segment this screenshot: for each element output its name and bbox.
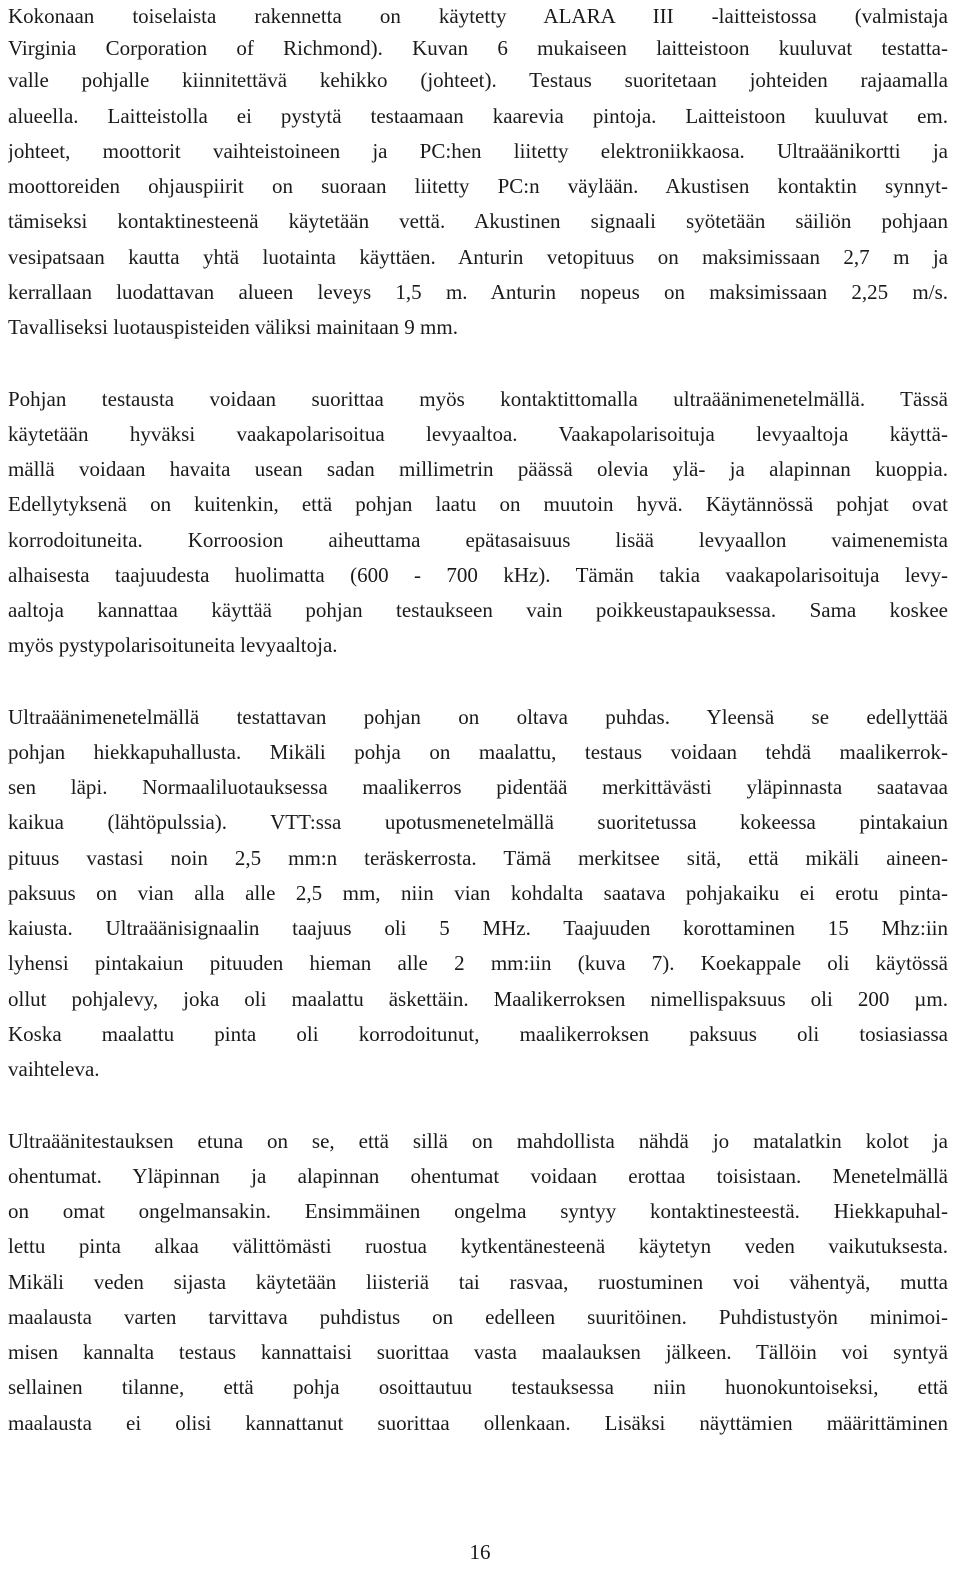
text-line: alueella. Laitteistolla ei pystytä testaamaan kaarevia pintoja. Laitteistoon kuuluvat em. xyxy=(8,104,948,128)
text-line: alhaisesta taajuudesta huolimatta (600 - 700 kHz). Tämän takia vaakapolarisoituja levy- xyxy=(8,563,948,587)
page-number: 16 xyxy=(469,1540,491,1564)
text-line: Edellytyksenä on kuitenkin, että pohjan laatu on muutoin hyvä. Käytännössä pohjat ovat xyxy=(8,492,948,516)
text-line: Mikäli veden sijasta käytetään liisteriä tai rasvaa, ruostuminen voi vähentyä, mutta xyxy=(8,1270,948,1294)
text-line: käytetään hyväksi vaakapolarisoitua levyaaltoa. Vaakapolarisoituja levyaaltoja käyttä- xyxy=(8,422,948,446)
text-line: aaltoja kannattaa käyttää pohjan testaukseen vain poikkeustapauksessa. Sama koskee xyxy=(8,598,948,622)
text-line: ollut pohjalevy, joka oli maalattu äskettäin. Maalikerroksen nimellispaksuus oli 200 µm. xyxy=(8,987,948,1011)
text-line: on omat ongelmansakin. Ensimmäinen ongelma syntyy kontaktinesteestä. Hiekkapuhal- xyxy=(8,1199,948,1223)
text-line: Virginia Corporation of Richmond). Kuvan 6 mukaiseen laitteistoon kuuluvat testatta- xyxy=(8,36,948,60)
text-line: johteet, moottorit vaihteistoineen ja PC:hen liitetty elektroniikkaosa. Ultraäänikortti ja xyxy=(8,139,948,163)
text-line: Ultraäänitestauksen etuna on se, että sillä on mahdollista nähdä jo matalatkin kolot ja xyxy=(8,1129,948,1153)
text-line: valle pohjalle kiinnitettävä kehikko (johteet). Testaus suoritetaan johteiden rajaamalla xyxy=(8,68,948,92)
text-line: paksuus on vian alla alle 2,5 mm, niin vian kohdalta saatava pohjakaiku ei erotu pinta- xyxy=(8,881,948,905)
text-line: maalausta ei olisi kannattanut suorittaa ollenkaan. Lisäksi näyttämien määrittäminen xyxy=(8,1411,948,1435)
text-line: korrodoituneita. Korroosion aiheuttama epätasaisuus lisää levyaallon vaimenemista xyxy=(8,528,948,552)
text-line: sellainen tilanne, että pohja osoittautuu testauksessa niin huonokuntoiseksi, että xyxy=(8,1375,948,1399)
text-line: Kokonaan toiselaista rakennetta on käytetty ALARA III -laitteistossa (valmistaja xyxy=(8,4,948,28)
text-line: Tavalliseksi luotauspisteiden väliksi mainitaan 9 mm. xyxy=(8,315,458,339)
text-line: lettu pinta alkaa välittömästi ruostua kytkentänesteenä käytetyn veden vaikutuksesta. xyxy=(8,1234,948,1258)
text-line: ohentumat. Yläpinnan ja alapinnan ohentumat voidaan erottaa toisistaan. Menetelmällä xyxy=(8,1164,948,1188)
text-line: Pohjan testausta voidaan suorittaa myös kontaktittomalla ultraäänimenetelmällä. Tässä xyxy=(8,387,948,411)
text-line: myös pystypolarisoituneita levyaaltoja. xyxy=(8,633,338,657)
text-line: sen läpi. Normaaliluotauksessa maalikerros pidentää merkittävästi yläpinnasta saatavaa xyxy=(8,775,948,799)
text-line: Koska maalattu pinta oli korrodoitunut, maalikerroksen paksuus oli tosiasiassa xyxy=(8,1022,948,1046)
text-line: maalausta varten tarvittava puhdistus on edelleen suuritöinen. Puhdistustyön minimoi- xyxy=(8,1305,948,1329)
text-line: lyhensi pintakaiun pituuden hieman alle 2 mm:iin (kuva 7). Koekappale oli käytössä xyxy=(8,951,948,975)
text-line: pohjan hiekkapuhallusta. Mikäli pohja on maalattu, testaus voidaan tehdä maalikerrok- xyxy=(8,740,948,764)
text-line: kaiusta. Ultraäänisignaalin taajuus oli 5 MHz. Taajuuden korottaminen 15 Mhz:iin xyxy=(8,916,948,940)
text-line: vesipatsaan kautta yhtä luotainta käyttäen. Anturin vetopituus on maksimissaan 2,7 m ja xyxy=(8,245,948,269)
text-line: tämiseksi kontaktinesteenä käytetään vettä. Akustinen signaali syötetään säiliön pohjaan xyxy=(8,209,948,233)
text-line: vaihteleva. xyxy=(8,1057,100,1081)
text-line: mällä voidaan havaita usean sadan millimetrin päässä olevia ylä- ja alapinnan kuoppia. xyxy=(8,457,948,481)
text-line: moottoreiden ohjauspiirit on suoraan liitetty PC:n väylään. Akustisen kontaktin synnyt- xyxy=(8,174,948,198)
text-line: misen kannalta testaus kannattaisi suorittaa vasta maalauksen jälkeen. Tällöin voi syntyä xyxy=(8,1340,948,1364)
text-line: kaikua (lähtöpulssia). VTT:ssa upotusmenetelmällä suoritetussa kokeessa pintakaiun xyxy=(8,810,948,834)
text-line: kerrallaan luodattavan alueen leveys 1,5 m. Anturin nopeus on maksimissaan 2,25 m/s. xyxy=(8,280,948,304)
text-line: pituus vastasi noin 2,5 mm:n teräskerrosta. Tämä merkitsee sitä, että mikäli aineen- xyxy=(8,846,948,870)
text-line: Ultraäänimenetelmällä testattavan pohjan on oltava puhdas. Yleensä se edellyttää xyxy=(8,705,948,729)
